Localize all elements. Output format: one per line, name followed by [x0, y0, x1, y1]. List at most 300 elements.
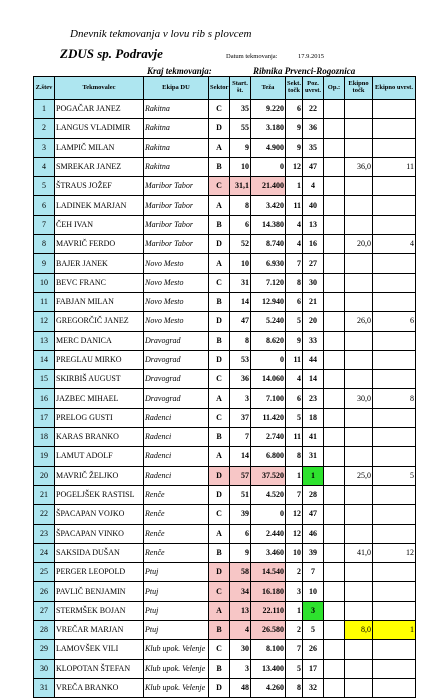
cell-weight: 2.740	[251, 428, 286, 447]
cell-note	[324, 235, 345, 254]
cell-team-placement	[373, 138, 416, 157]
cell-team: Renče	[144, 543, 209, 562]
cell-team: Radenci	[144, 408, 209, 427]
cell-note	[324, 119, 345, 138]
cell-weight: 3.180	[251, 119, 286, 138]
cell-team-points	[345, 524, 373, 543]
cell-team-placement	[373, 177, 416, 196]
cell-team: Radenci	[144, 428, 209, 447]
cell-team-placement	[373, 582, 416, 601]
cell-weight: 8.620	[251, 331, 286, 350]
cell-number: 8	[34, 235, 55, 254]
table-row	[34, 505, 416, 524]
cell-sector: B	[209, 659, 230, 678]
cell-weight: 11.420	[251, 408, 286, 427]
cell-number: 7	[34, 215, 55, 234]
cell-team: Renče	[144, 524, 209, 543]
cell-note	[324, 292, 345, 311]
cell-weight: 5.240	[251, 312, 286, 331]
cell-weight: 26.580	[251, 621, 286, 640]
cell-team-points	[345, 138, 373, 157]
table-row	[34, 485, 416, 504]
col-header-weight: Teža	[251, 77, 286, 100]
table-row	[34, 582, 416, 601]
cell-competitor: LAMOVŠEK VILI	[55, 640, 144, 659]
cell-competitor: KARAS BRANKO	[55, 428, 144, 447]
cell-position: 13	[303, 215, 324, 234]
cell-team: Maribor Tabor	[144, 177, 209, 196]
cell-team: Novo Mesto	[144, 312, 209, 331]
cell-team-placement	[373, 100, 416, 119]
cell-position: 32	[303, 678, 324, 697]
cell-weight: 12.940	[251, 292, 286, 311]
cell-sector: B	[209, 621, 230, 640]
cell-team-placement: 1	[373, 621, 416, 640]
cell-position: 17	[303, 659, 324, 678]
cell-number: 15	[34, 370, 55, 389]
cell-note	[324, 601, 345, 620]
cell-start-number: 55	[230, 119, 251, 138]
cell-team-points	[345, 563, 373, 582]
cell-position: 47	[303, 157, 324, 176]
cell-weight: 6.930	[251, 254, 286, 273]
cell-team-points	[345, 331, 373, 350]
table-row	[34, 312, 416, 331]
cell-position: 21	[303, 292, 324, 311]
table-row	[34, 138, 416, 157]
cell-sector-points: 8	[286, 447, 303, 466]
cell-note	[324, 543, 345, 562]
cell-note	[324, 485, 345, 504]
cell-note	[324, 428, 345, 447]
cell-weight: 7.100	[251, 389, 286, 408]
venue-value: Ribnika Prvenci-Rogoznica	[253, 66, 356, 76]
table-row	[34, 601, 416, 620]
cell-team-placement	[373, 505, 416, 524]
date-value: 17.9.2015	[298, 53, 324, 60]
table-row	[34, 389, 416, 408]
col-header-team-points: Ekipno točk	[345, 77, 373, 100]
cell-number: 27	[34, 601, 55, 620]
cell-sector-points: 1	[286, 177, 303, 196]
cell-competitor: LAMPIČ MILAN	[55, 138, 144, 157]
cell-team-placement	[373, 659, 416, 678]
cell-weight: 9.220	[251, 100, 286, 119]
cell-team-placement	[373, 428, 416, 447]
cell-team-placement	[373, 119, 416, 138]
cell-team-points	[345, 292, 373, 311]
cell-team-points	[345, 215, 373, 234]
cell-weight: 8.740	[251, 235, 286, 254]
cell-position: 7	[303, 563, 324, 582]
cell-weight: 6.800	[251, 447, 286, 466]
cell-weight: 2.440	[251, 524, 286, 543]
cell-start-number: 57	[230, 466, 251, 485]
cell-number: 2	[34, 119, 55, 138]
cell-team-points: 26,0	[345, 312, 373, 331]
cell-note	[324, 678, 345, 697]
cell-position: 23	[303, 389, 324, 408]
cell-start-number: 48	[230, 678, 251, 697]
cell-start-number: 8	[230, 196, 251, 215]
cell-sector: C	[209, 640, 230, 659]
cell-sector: B	[209, 157, 230, 176]
cell-number: 16	[34, 389, 55, 408]
cell-sector-points: 4	[286, 235, 303, 254]
cell-number: 13	[34, 331, 55, 350]
table-row	[34, 350, 416, 369]
cell-start-number: 58	[230, 563, 251, 582]
cell-team-placement	[373, 273, 416, 292]
cell-note	[324, 312, 345, 331]
cell-team-points	[345, 678, 373, 697]
cell-start-number: 3	[230, 659, 251, 678]
cell-competitor: POGAČAR JANEZ	[55, 100, 144, 119]
cell-weight: 21.400	[251, 177, 286, 196]
cell-position: 3	[303, 601, 324, 620]
cell-weight: 4.520	[251, 485, 286, 504]
cell-competitor: PREGLAU MIRKO	[55, 350, 144, 369]
cell-start-number: 8	[230, 331, 251, 350]
cell-competitor: ŠPACAPAN VINKO	[55, 524, 144, 543]
cell-weight: 14.380	[251, 215, 286, 234]
cell-note	[324, 389, 345, 408]
cell-position: 30	[303, 273, 324, 292]
table-row	[34, 447, 416, 466]
cell-competitor: PERGER LEOPOLD	[55, 563, 144, 582]
cell-team: Ptuj	[144, 582, 209, 601]
cell-start-number: 6	[230, 524, 251, 543]
cell-start-number: 10	[230, 157, 251, 176]
cell-team: Renče	[144, 505, 209, 524]
table-row	[34, 254, 416, 273]
cell-sector: D	[209, 312, 230, 331]
cell-start-number: 53	[230, 350, 251, 369]
cell-position: 44	[303, 350, 324, 369]
cell-team: Ptuj	[144, 621, 209, 640]
cell-weight: 13.400	[251, 659, 286, 678]
col-header-position: Poz. uvrst.	[303, 77, 324, 100]
cell-team-points	[345, 485, 373, 504]
cell-sector: D	[209, 350, 230, 369]
cell-team: Novo Mesto	[144, 254, 209, 273]
cell-position: 4	[303, 177, 324, 196]
cell-position: 18	[303, 408, 324, 427]
table-row	[34, 659, 416, 678]
cell-sector-points: 11	[286, 428, 303, 447]
cell-sector: C	[209, 582, 230, 601]
cell-sector-points: 11	[286, 350, 303, 369]
cell-sector: C	[209, 505, 230, 524]
cell-note	[324, 582, 345, 601]
cell-team-placement	[373, 292, 416, 311]
cell-position: 20	[303, 312, 324, 331]
cell-competitor: ŠPACAPAN VOJKO	[55, 505, 144, 524]
cell-position: 33	[303, 331, 324, 350]
cell-team-placement	[373, 485, 416, 504]
cell-note	[324, 157, 345, 176]
cell-sector-points: 7	[286, 640, 303, 659]
header-row	[34, 77, 416, 100]
cell-sector: A	[209, 196, 230, 215]
cell-competitor: STERMŠEK BOJAN	[55, 601, 144, 620]
cell-team: Dravograd	[144, 350, 209, 369]
cell-sector: D	[209, 235, 230, 254]
cell-start-number: 9	[230, 138, 251, 157]
cell-note	[324, 215, 345, 234]
cell-sector-points: 9	[286, 331, 303, 350]
cell-note	[324, 447, 345, 466]
cell-start-number: 31,1	[230, 177, 251, 196]
cell-team-placement	[373, 408, 416, 427]
date-label: Datum tekmovanja:	[226, 53, 278, 60]
venue-label: Kraj tekmovanja:	[147, 66, 212, 76]
cell-start-number: 36	[230, 370, 251, 389]
cell-start-number: 34	[230, 582, 251, 601]
cell-weight: 0	[251, 350, 286, 369]
cell-note	[324, 196, 345, 215]
cell-competitor: ŠTRAUS JOŽEF	[55, 177, 144, 196]
cell-team: Maribor Tabor	[144, 196, 209, 215]
cell-weight: 22.110	[251, 601, 286, 620]
cell-team: Maribor Tabor	[144, 215, 209, 234]
cell-start-number: 9	[230, 543, 251, 562]
cell-note	[324, 370, 345, 389]
cell-sector-points: 4	[286, 215, 303, 234]
cell-start-number: 47	[230, 312, 251, 331]
cell-team-points	[345, 100, 373, 119]
cell-sector-points: 1	[286, 601, 303, 620]
cell-number: 30	[34, 659, 55, 678]
cell-competitor: VREČAR MARJAN	[55, 621, 144, 640]
cell-position: 16	[303, 235, 324, 254]
cell-position: 1	[303, 466, 324, 485]
col-header-sector: Sektor	[209, 77, 230, 100]
cell-note	[324, 273, 345, 292]
cell-weight: 16.180	[251, 582, 286, 601]
cell-start-number: 4	[230, 621, 251, 640]
cell-number: 17	[34, 408, 55, 427]
cell-team-points	[345, 659, 373, 678]
cell-team-placement: 4	[373, 235, 416, 254]
cell-sector-points: 9	[286, 138, 303, 157]
cell-note	[324, 138, 345, 157]
cell-competitor: KLOPOTAN ŠTEFAN	[55, 659, 144, 678]
cell-sector: C	[209, 100, 230, 119]
cell-sector-points: 9	[286, 119, 303, 138]
cell-competitor: PRELOG GUSTI	[55, 408, 144, 427]
cell-number: 21	[34, 485, 55, 504]
cell-note	[324, 505, 345, 524]
cell-team-placement	[373, 447, 416, 466]
cell-team-placement: 11	[373, 157, 416, 176]
cell-sector-points: 2	[286, 621, 303, 640]
cell-team: Ptuj	[144, 563, 209, 582]
cell-start-number: 6	[230, 215, 251, 234]
cell-competitor: POGELJŠEK RASTISL	[55, 485, 144, 504]
table-row	[34, 157, 416, 176]
table-row	[34, 119, 416, 138]
cell-start-number: 30	[230, 640, 251, 659]
cell-team-points	[345, 408, 373, 427]
cell-team: Dravograd	[144, 389, 209, 408]
cell-weight: 3.420	[251, 196, 286, 215]
col-header-start-number: Start. št.	[230, 77, 251, 100]
cell-position: 31	[303, 447, 324, 466]
cell-position: 14	[303, 370, 324, 389]
cell-competitor: SMREKAR JANEZ	[55, 157, 144, 176]
cell-number: 1	[34, 100, 55, 119]
cell-team: Ptuj	[144, 601, 209, 620]
cell-weight: 0	[251, 505, 286, 524]
cell-position: 10	[303, 582, 324, 601]
cell-team: Radenci	[144, 447, 209, 466]
cell-sector-points: 2	[286, 563, 303, 582]
cell-sector: C	[209, 273, 230, 292]
table-row	[34, 331, 416, 350]
cell-start-number: 14	[230, 447, 251, 466]
cell-team-placement: 8	[373, 389, 416, 408]
cell-weight: 0	[251, 157, 286, 176]
cell-team-placement	[373, 350, 416, 369]
cell-team: Dravograd	[144, 370, 209, 389]
cell-note	[324, 177, 345, 196]
cell-sector: C	[209, 177, 230, 196]
cell-team-placement	[373, 370, 416, 389]
cell-team-placement: 6	[373, 312, 416, 331]
cell-team: Klub upok. Velenje	[144, 659, 209, 678]
col-header-note: Op.:	[324, 77, 345, 100]
table-row	[34, 100, 416, 119]
cell-team-points	[345, 370, 373, 389]
document-title: Dnevnik tekmovanja v lovu rib s plovcem	[70, 28, 252, 40]
cell-team-points: 36,0	[345, 157, 373, 176]
cell-sector-points: 12	[286, 505, 303, 524]
table-row	[34, 428, 416, 447]
cell-number: 23	[34, 524, 55, 543]
cell-team-placement: 5	[373, 466, 416, 485]
cell-sector: D	[209, 466, 230, 485]
table-row	[34, 196, 416, 215]
cell-competitor: LAMUT ADOLF	[55, 447, 144, 466]
cell-number: 20	[34, 466, 55, 485]
cell-position: 47	[303, 505, 324, 524]
table-row	[34, 524, 416, 543]
col-header-competitor: Tekmovalec	[55, 77, 144, 100]
cell-position: 41	[303, 428, 324, 447]
cell-note	[324, 466, 345, 485]
cell-number: 12	[34, 312, 55, 331]
cell-competitor: BAJER JANEK	[55, 254, 144, 273]
cell-sector-points: 8	[286, 678, 303, 697]
cell-team-placement: 12	[373, 543, 416, 562]
cell-team: Klub upok. Velenje	[144, 640, 209, 659]
cell-start-number: 51	[230, 485, 251, 504]
cell-sector-points: 12	[286, 524, 303, 543]
cell-number: 25	[34, 563, 55, 582]
cell-position: 26	[303, 640, 324, 659]
cell-team-points	[345, 119, 373, 138]
cell-team-placement	[373, 524, 416, 543]
cell-team-points	[345, 582, 373, 601]
cell-note	[324, 524, 345, 543]
cell-team: Maribor Tabor	[144, 235, 209, 254]
cell-sector: A	[209, 254, 230, 273]
cell-sector: A	[209, 389, 230, 408]
table-row	[34, 370, 416, 389]
cell-sector-points: 6	[286, 292, 303, 311]
cell-sector-points: 10	[286, 543, 303, 562]
cell-team-points	[345, 177, 373, 196]
cell-note	[324, 100, 345, 119]
table-row	[34, 640, 416, 659]
cell-sector-points: 5	[286, 659, 303, 678]
cell-competitor: GREGORČIČ JANEZ	[55, 312, 144, 331]
cell-number: 28	[34, 621, 55, 640]
cell-team-placement	[373, 563, 416, 582]
cell-number: 6	[34, 196, 55, 215]
cell-team-points	[345, 428, 373, 447]
cell-team-points	[345, 350, 373, 369]
cell-competitor: SAKSIDA DUŠAN	[55, 543, 144, 562]
cell-team-points: 20,0	[345, 235, 373, 254]
results-table	[33, 76, 416, 698]
table-row	[34, 466, 416, 485]
table-row	[34, 563, 416, 582]
cell-sector: D	[209, 485, 230, 504]
cell-note	[324, 350, 345, 369]
cell-start-number: 3	[230, 389, 251, 408]
cell-team-placement	[373, 196, 416, 215]
cell-team-points	[345, 447, 373, 466]
cell-team-points: 8,0	[345, 621, 373, 640]
cell-number: 18	[34, 428, 55, 447]
cell-team: Novo Mesto	[144, 292, 209, 311]
cell-start-number: 14	[230, 292, 251, 311]
table-row	[34, 273, 416, 292]
cell-sector: B	[209, 331, 230, 350]
cell-competitor: SKIRBIŠ AUGUST	[55, 370, 144, 389]
cell-weight: 7.120	[251, 273, 286, 292]
cell-start-number: 31	[230, 273, 251, 292]
cell-team-points	[345, 273, 373, 292]
cell-start-number: 10	[230, 254, 251, 273]
cell-number: 11	[34, 292, 55, 311]
cell-position: 27	[303, 254, 324, 273]
cell-number: 3	[34, 138, 55, 157]
cell-note	[324, 254, 345, 273]
cell-sector-points: 3	[286, 582, 303, 601]
cell-position: 28	[303, 485, 324, 504]
cell-sector-points: 11	[286, 196, 303, 215]
cell-competitor: JAZBEC MIHAEL	[55, 389, 144, 408]
cell-weight: 14.540	[251, 563, 286, 582]
cell-sector: D	[209, 678, 230, 697]
cell-position: 35	[303, 138, 324, 157]
cell-weight: 37.520	[251, 466, 286, 485]
cell-team: Dravograd	[144, 331, 209, 350]
cell-team: Rakitna	[144, 119, 209, 138]
cell-note	[324, 408, 345, 427]
cell-number: 29	[34, 640, 55, 659]
cell-sector-points: 12	[286, 157, 303, 176]
cell-sector: C	[209, 370, 230, 389]
col-header-team: Ekipa DU	[144, 77, 209, 100]
col-header-number: Z.štev	[34, 77, 55, 100]
cell-sector: B	[209, 215, 230, 234]
table-row	[34, 621, 416, 640]
cell-start-number: 37	[230, 408, 251, 427]
